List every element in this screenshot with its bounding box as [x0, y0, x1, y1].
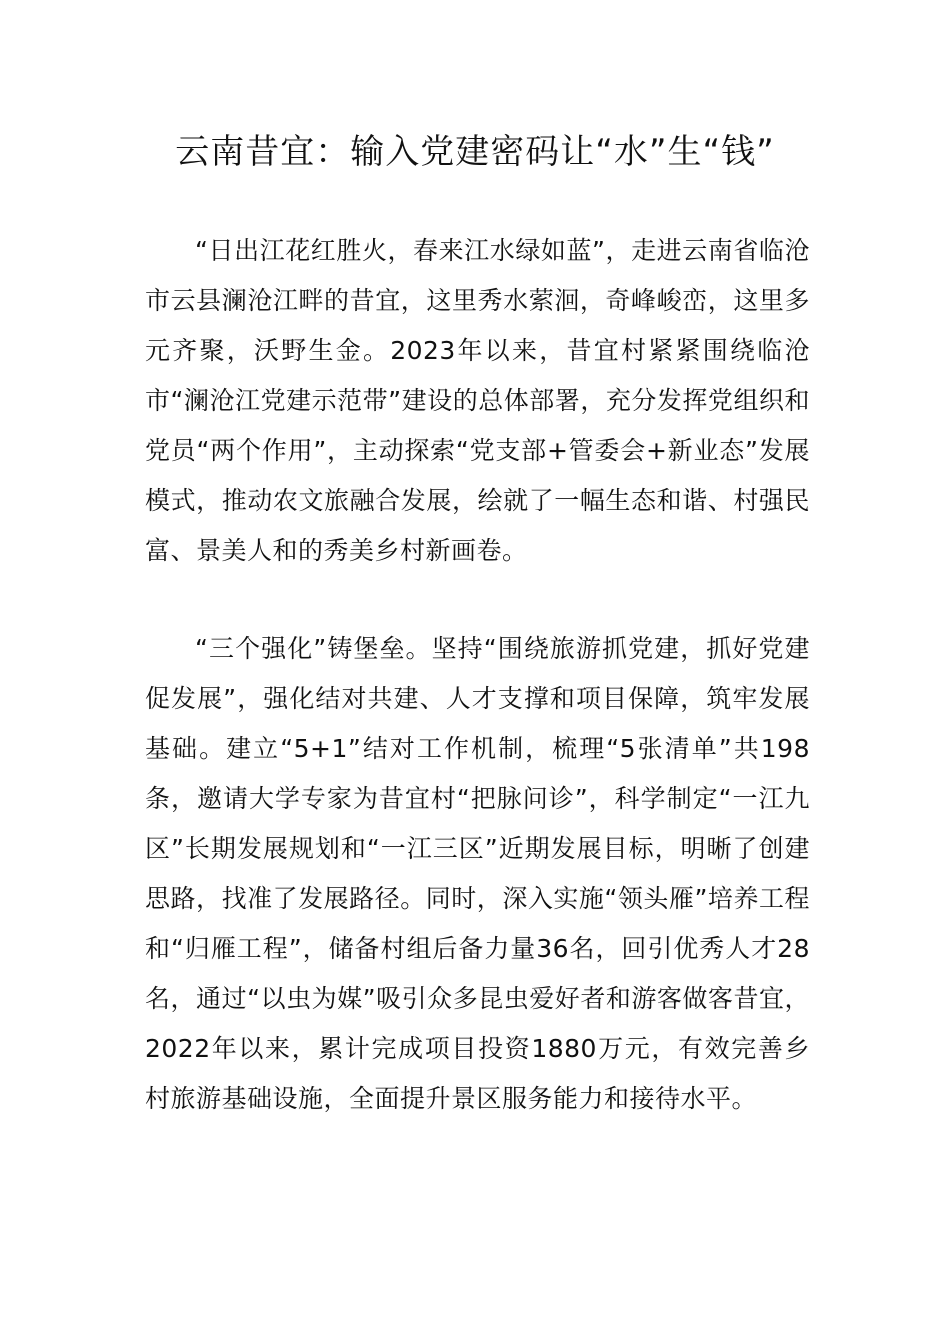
- document-title: 云南昔宜：输入党建密码让“水”生“钱”: [175, 132, 775, 172]
- paragraph-three-strengthenings: “三个强化”铸堡垒。坚持“围绕旅游抓党建，抓好党建促发展”，强化结对共建、人才支撑和项目保障，筑牢发展基础。建立“5+1”结对工作机制，梳理“5张清单”共198条，邀请大学专家为昔宜村“把脉问诊”，科学制定“一江九区”长期发展规划和“一江三区”近期发展目标，明晰了创建思路，找准了发展路径。同时，深入实施“领头雁”培养工程和“归雁工程”，储备村组后备力量36名，回引优秀人才28名，通过“以虫为媒”吸引众多昆虫爱好者和游客做客昔宜，2022年以来，累计完成项目投资1880万元，有效完善乡村旅游基础设施，全面提升景区服务能力和接待水平。: [145, 634, 810, 1113]
- paragraph-intro: “日出江花红胜火，春来江水绿如蓝”，走进云南省临沧市云县澜沧江畔的昔宜，这里秀水萦洄，奇峰峻峦，这里多元齐聚，沃野生金。2023年以来，昔宜村紧紧围绕临沧市“澜沧江党建示范带”建设的总体部署，充分发挥党组织和党员“两个作用”，主动探索“党支部+管委会+新业态”发展模式，推动农文旅融合发展，绘就了一幅生态和谐、村强民富、景美人和的秀美乡村新画卷。: [145, 236, 810, 565]
